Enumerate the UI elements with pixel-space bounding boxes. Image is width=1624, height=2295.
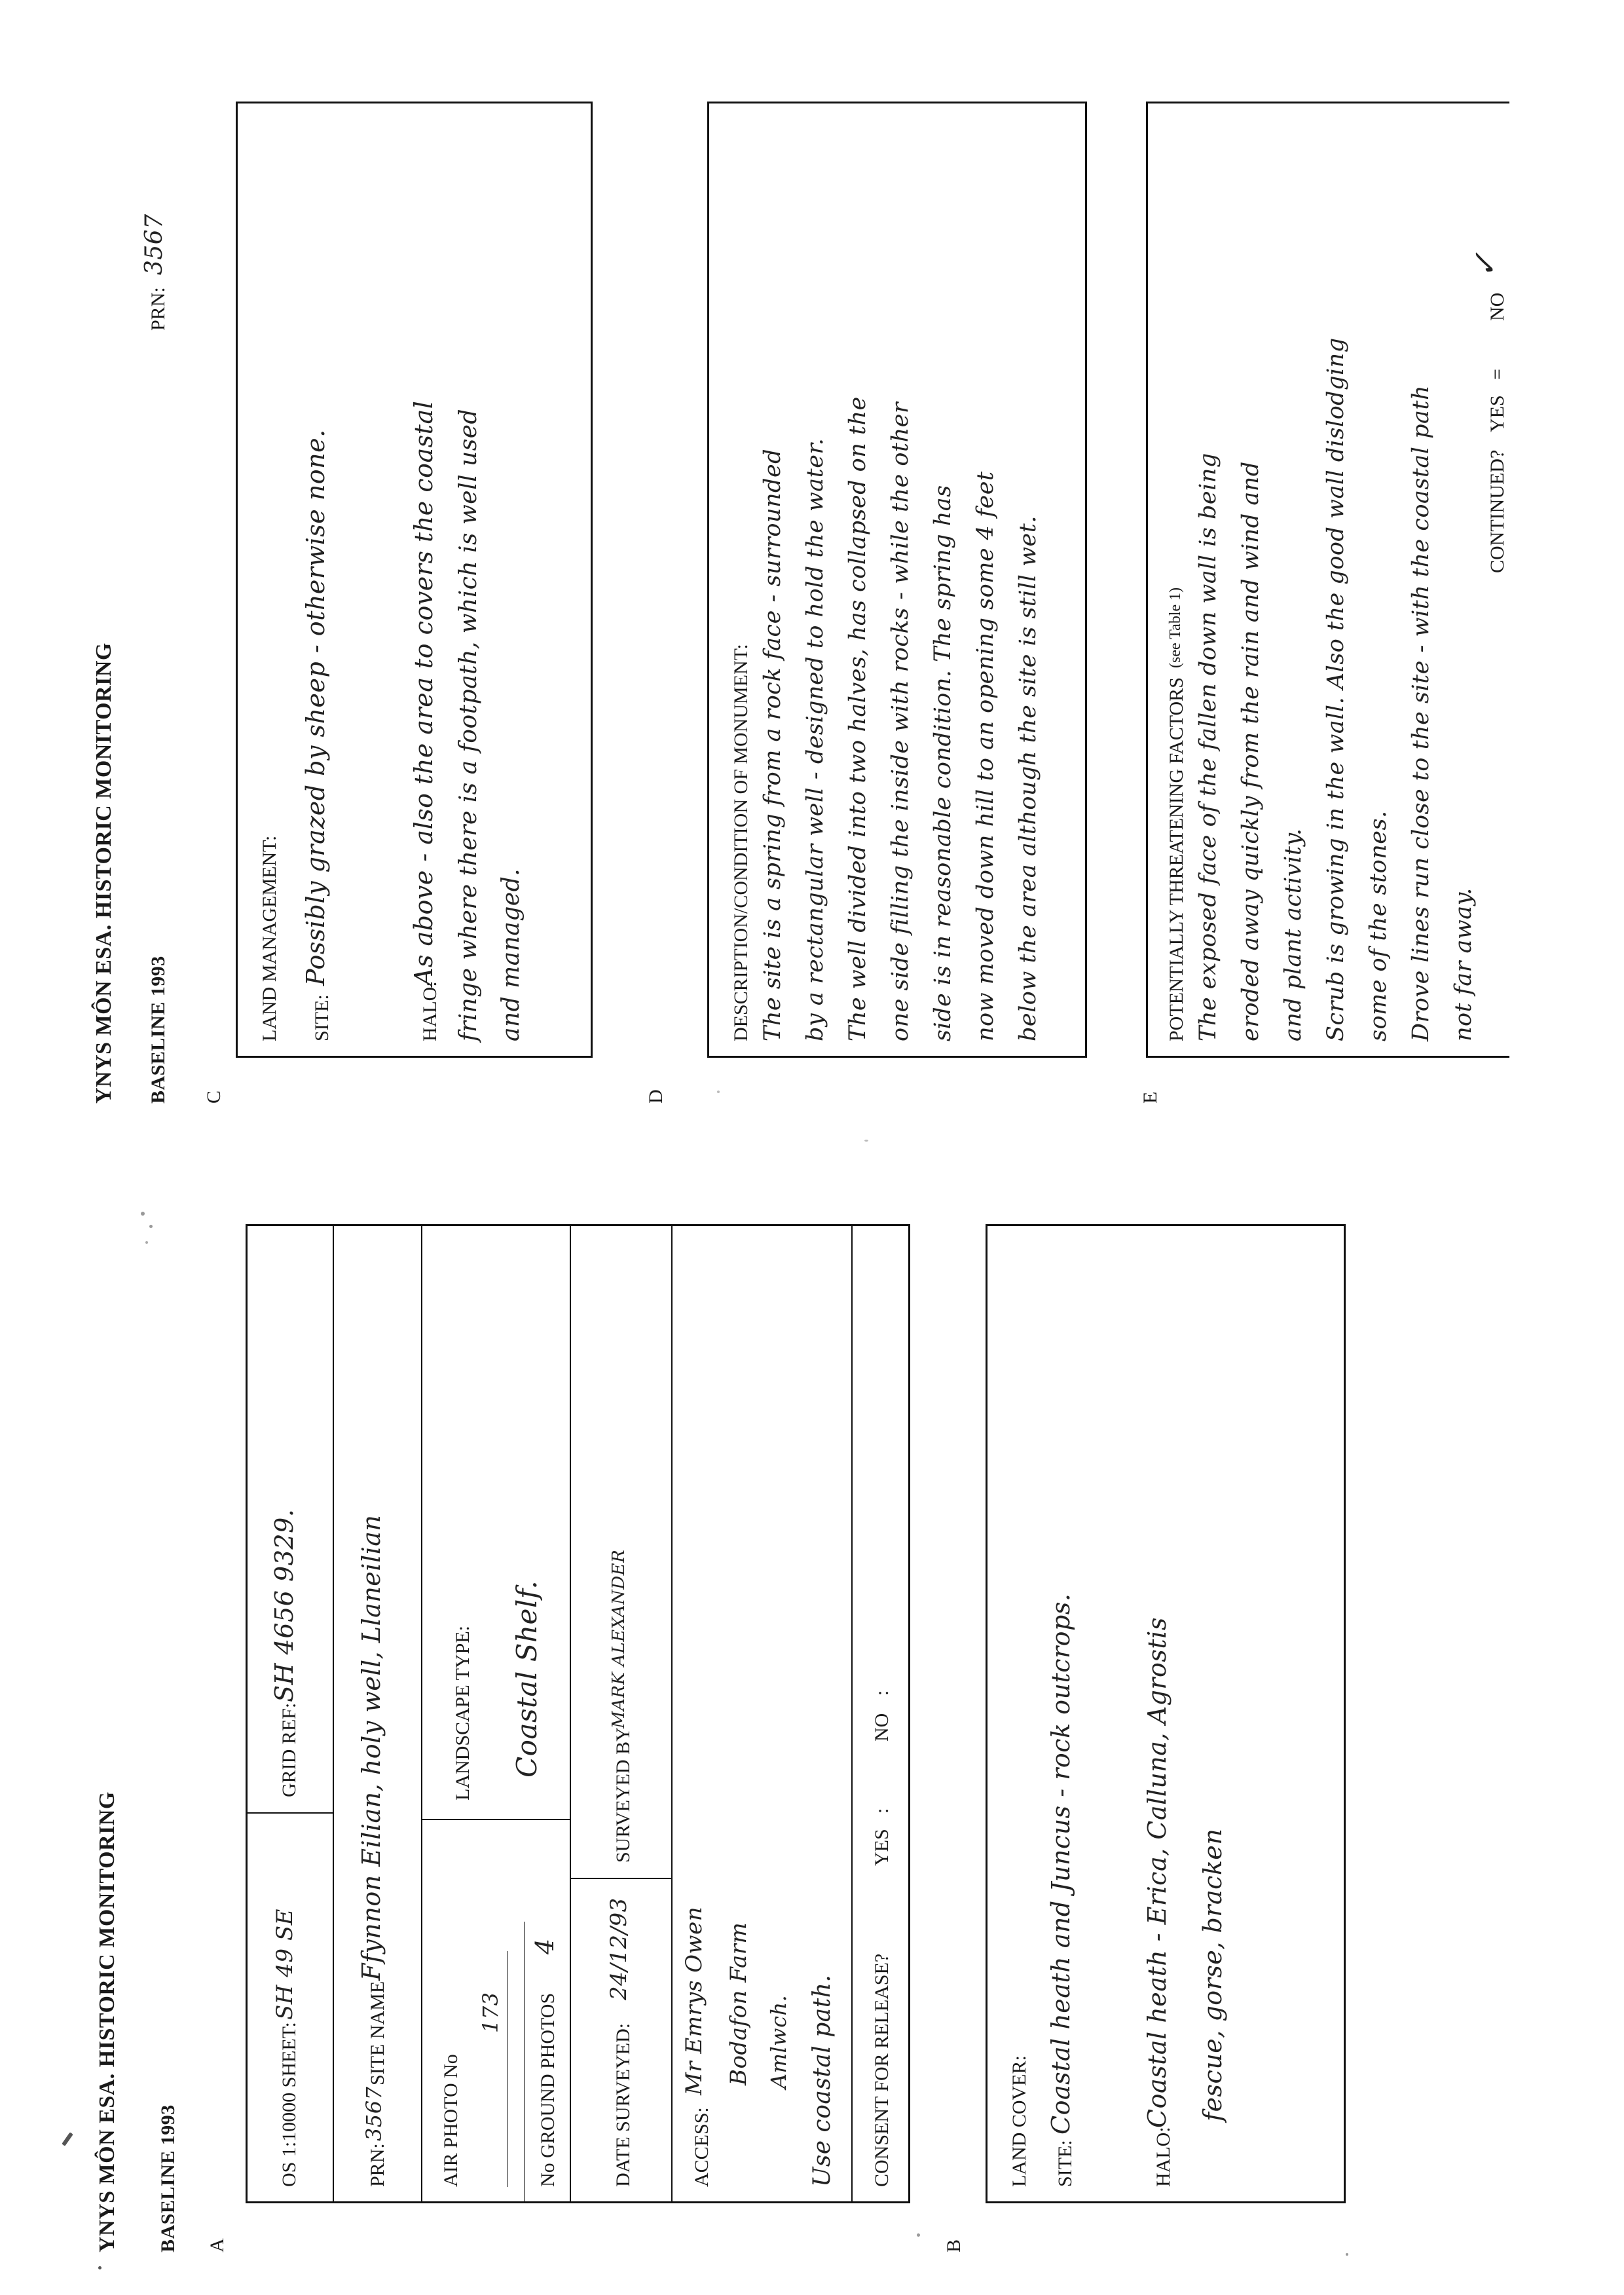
left-form-page	[0, 1155, 1624, 2295]
air-photo-value: 173	[478, 1992, 503, 2033]
ground-photos-value: 4	[530, 1938, 559, 1954]
consent-no-checkbox[interactable]: :	[871, 1690, 893, 1696]
consent-label: CONSENT FOR RELEASE?	[871, 1953, 893, 2187]
right-prn-label: PRN:	[147, 287, 169, 331]
threats-line-4: Scrub is growing in the wall. Also the good wall dislodging	[1323, 337, 1349, 1041]
land-management-halo-line-2: fringe where there is a footpath, which is well used	[455, 408, 482, 1041]
land-cover-site-label: SITE:	[1054, 2140, 1076, 2187]
consent-yes: YES	[871, 1829, 893, 1866]
prn-label: PRN:	[367, 2143, 388, 2187]
land-management-halo-label: HALO:	[419, 981, 441, 1041]
land-cover-halo-label: HALO:	[1153, 2127, 1174, 2187]
consent-yes-checkbox[interactable]: :	[871, 1808, 893, 1814]
access-line-2: Bodafon Farm	[726, 1922, 752, 2085]
land-management-site-value: Possibly grazed by sheep - otherwise none.	[301, 429, 330, 986]
land-management-site-label: SITE:	[311, 994, 333, 1041]
right-prn-value: 3567	[141, 214, 168, 275]
scan-speck	[717, 1091, 720, 1093]
surveyed-by-label: SURVEYED BY	[612, 1727, 634, 1863]
scan-speck	[145, 1241, 148, 1244]
description-line-7: below the area although the site is still wet.	[1015, 515, 1041, 1041]
land-cover-label: LAND COVER:	[1008, 2055, 1030, 2187]
left-subheading: BASELINE 1993	[157, 2104, 179, 2252]
right-subheading: BASELINE 1993	[147, 956, 169, 1104]
description-line-5: side is in reasonable condition. The spring has	[930, 485, 956, 1041]
scan-speck	[98, 2266, 101, 2269]
left-heading: YNYS MÔN ESA. HISTORIC MONITORING	[95, 1791, 119, 2252]
date-surveyed-value: 24/12/93	[606, 1897, 632, 2000]
scan-speck	[141, 1212, 145, 1216]
section-d-letter: D	[645, 1089, 667, 1104]
threats-line-7: not far away.	[1450, 887, 1477, 1041]
right-form-page	[0, 7, 1624, 1146]
threats-line-5: some of the stones.	[1365, 810, 1392, 1041]
description-line-4: one side filling the inside with rocks - while the other	[887, 401, 913, 1041]
scan-speck	[1346, 2253, 1348, 2256]
threats-line-3: and plant activity.	[1280, 828, 1306, 1041]
access-label: ACCESS:	[691, 2107, 712, 2187]
land-management-halo-line-3: and managed.	[498, 868, 525, 1041]
description-label: DESCRIPTION/CONDITION OF MONUMENT:	[730, 644, 752, 1041]
access-line-3: Amlwch.	[766, 1994, 791, 2089]
scan-speck	[149, 1225, 153, 1228]
threats-line-2: eroded away quickly from the rain and wind and	[1238, 461, 1264, 1041]
os-sheet-label: OS 1:10000 SHEET:	[278, 2022, 300, 2187]
site-name-label: SITE NAME	[367, 1981, 388, 2085]
landscape-type-value: Coastal Shelf.	[511, 1580, 543, 1778]
continued-no-tick[interactable]: ✓	[1467, 252, 1504, 278]
land-cover-site-value: Coastal heath and Juncus - rock outcrops.	[1046, 1593, 1075, 2135]
grid-ref-value: SH 4656 9329.	[270, 1508, 299, 1702]
description-line-1: The site is a spring from a rock face - surrounded	[760, 448, 786, 1041]
continued-label: CONTINUED?	[1486, 449, 1508, 573]
description-line-6: now moved down hill to an opening some 4 feet	[972, 471, 999, 1041]
continued-yes-checkbox[interactable]: =	[1486, 369, 1508, 380]
section-e-letter: E	[1139, 1091, 1161, 1104]
prn-value: 3567	[361, 2086, 386, 2141]
scan-speck	[917, 2233, 920, 2237]
surveyed-by-value: MARK ALEXANDER	[609, 1549, 629, 1728]
land-cover-halo-line-2: fescue, gorse, bracken	[1198, 1828, 1227, 2121]
date-surveyed-label: DATE SURVEYED:	[612, 2023, 634, 2187]
description-line-3: The well divided into two halves, has collapsed on the	[845, 396, 871, 1041]
land-management-label: LAND MANAGEMENT:	[259, 835, 280, 1041]
scan-speck	[864, 1140, 868, 1142]
threats-label: POTENTIALLY THREATENING FACTORS	[1166, 677, 1187, 1041]
right-heading: YNYS MÔN ESA. HISTORIC MONITORING	[92, 643, 116, 1104]
site-name-value: Ffynnon Eilian, holy well, Llaneilian	[357, 1514, 386, 1981]
access-line-4: Use coastal path.	[809, 1974, 836, 2187]
consent-no: NO	[871, 1713, 893, 1742]
threats-line-6: Drove lines run close to the site - with the coastal path	[1408, 385, 1434, 1041]
access-line-1: Mr Emrys Owen	[681, 1906, 707, 2095]
continued-yes: YES	[1486, 395, 1508, 432]
air-photo-label: AIR PHOTO No	[440, 2054, 462, 2187]
land-management-halo-line-1: As above - also the area to covers the coastal	[409, 400, 438, 986]
section-c-letter: C	[203, 1090, 225, 1104]
landscape-type-label: LANDSCAPE TYPE:	[452, 1626, 473, 1801]
grid-ref-label: GRID REF:	[278, 1702, 300, 1797]
threats-note: (see Table 1)	[1167, 587, 1184, 668]
continued-no: NO	[1486, 292, 1508, 321]
os-sheet-value: SH 49 SE	[272, 1909, 298, 2020]
section-a-letter: A	[206, 2238, 228, 2252]
land-cover-halo-line-1: Coastal heath - Erica, Calluna, Agrostis	[1143, 1617, 1172, 2128]
section-b-letter: B	[943, 2239, 965, 2252]
ground-photos-label: No GROUND PHOTOS	[537, 1992, 559, 2187]
description-line-2: by a rectangular well - designed to hold the water.	[802, 438, 828, 1041]
threats-line-1: The exposed face of the fallen down wall is being	[1195, 453, 1221, 1041]
